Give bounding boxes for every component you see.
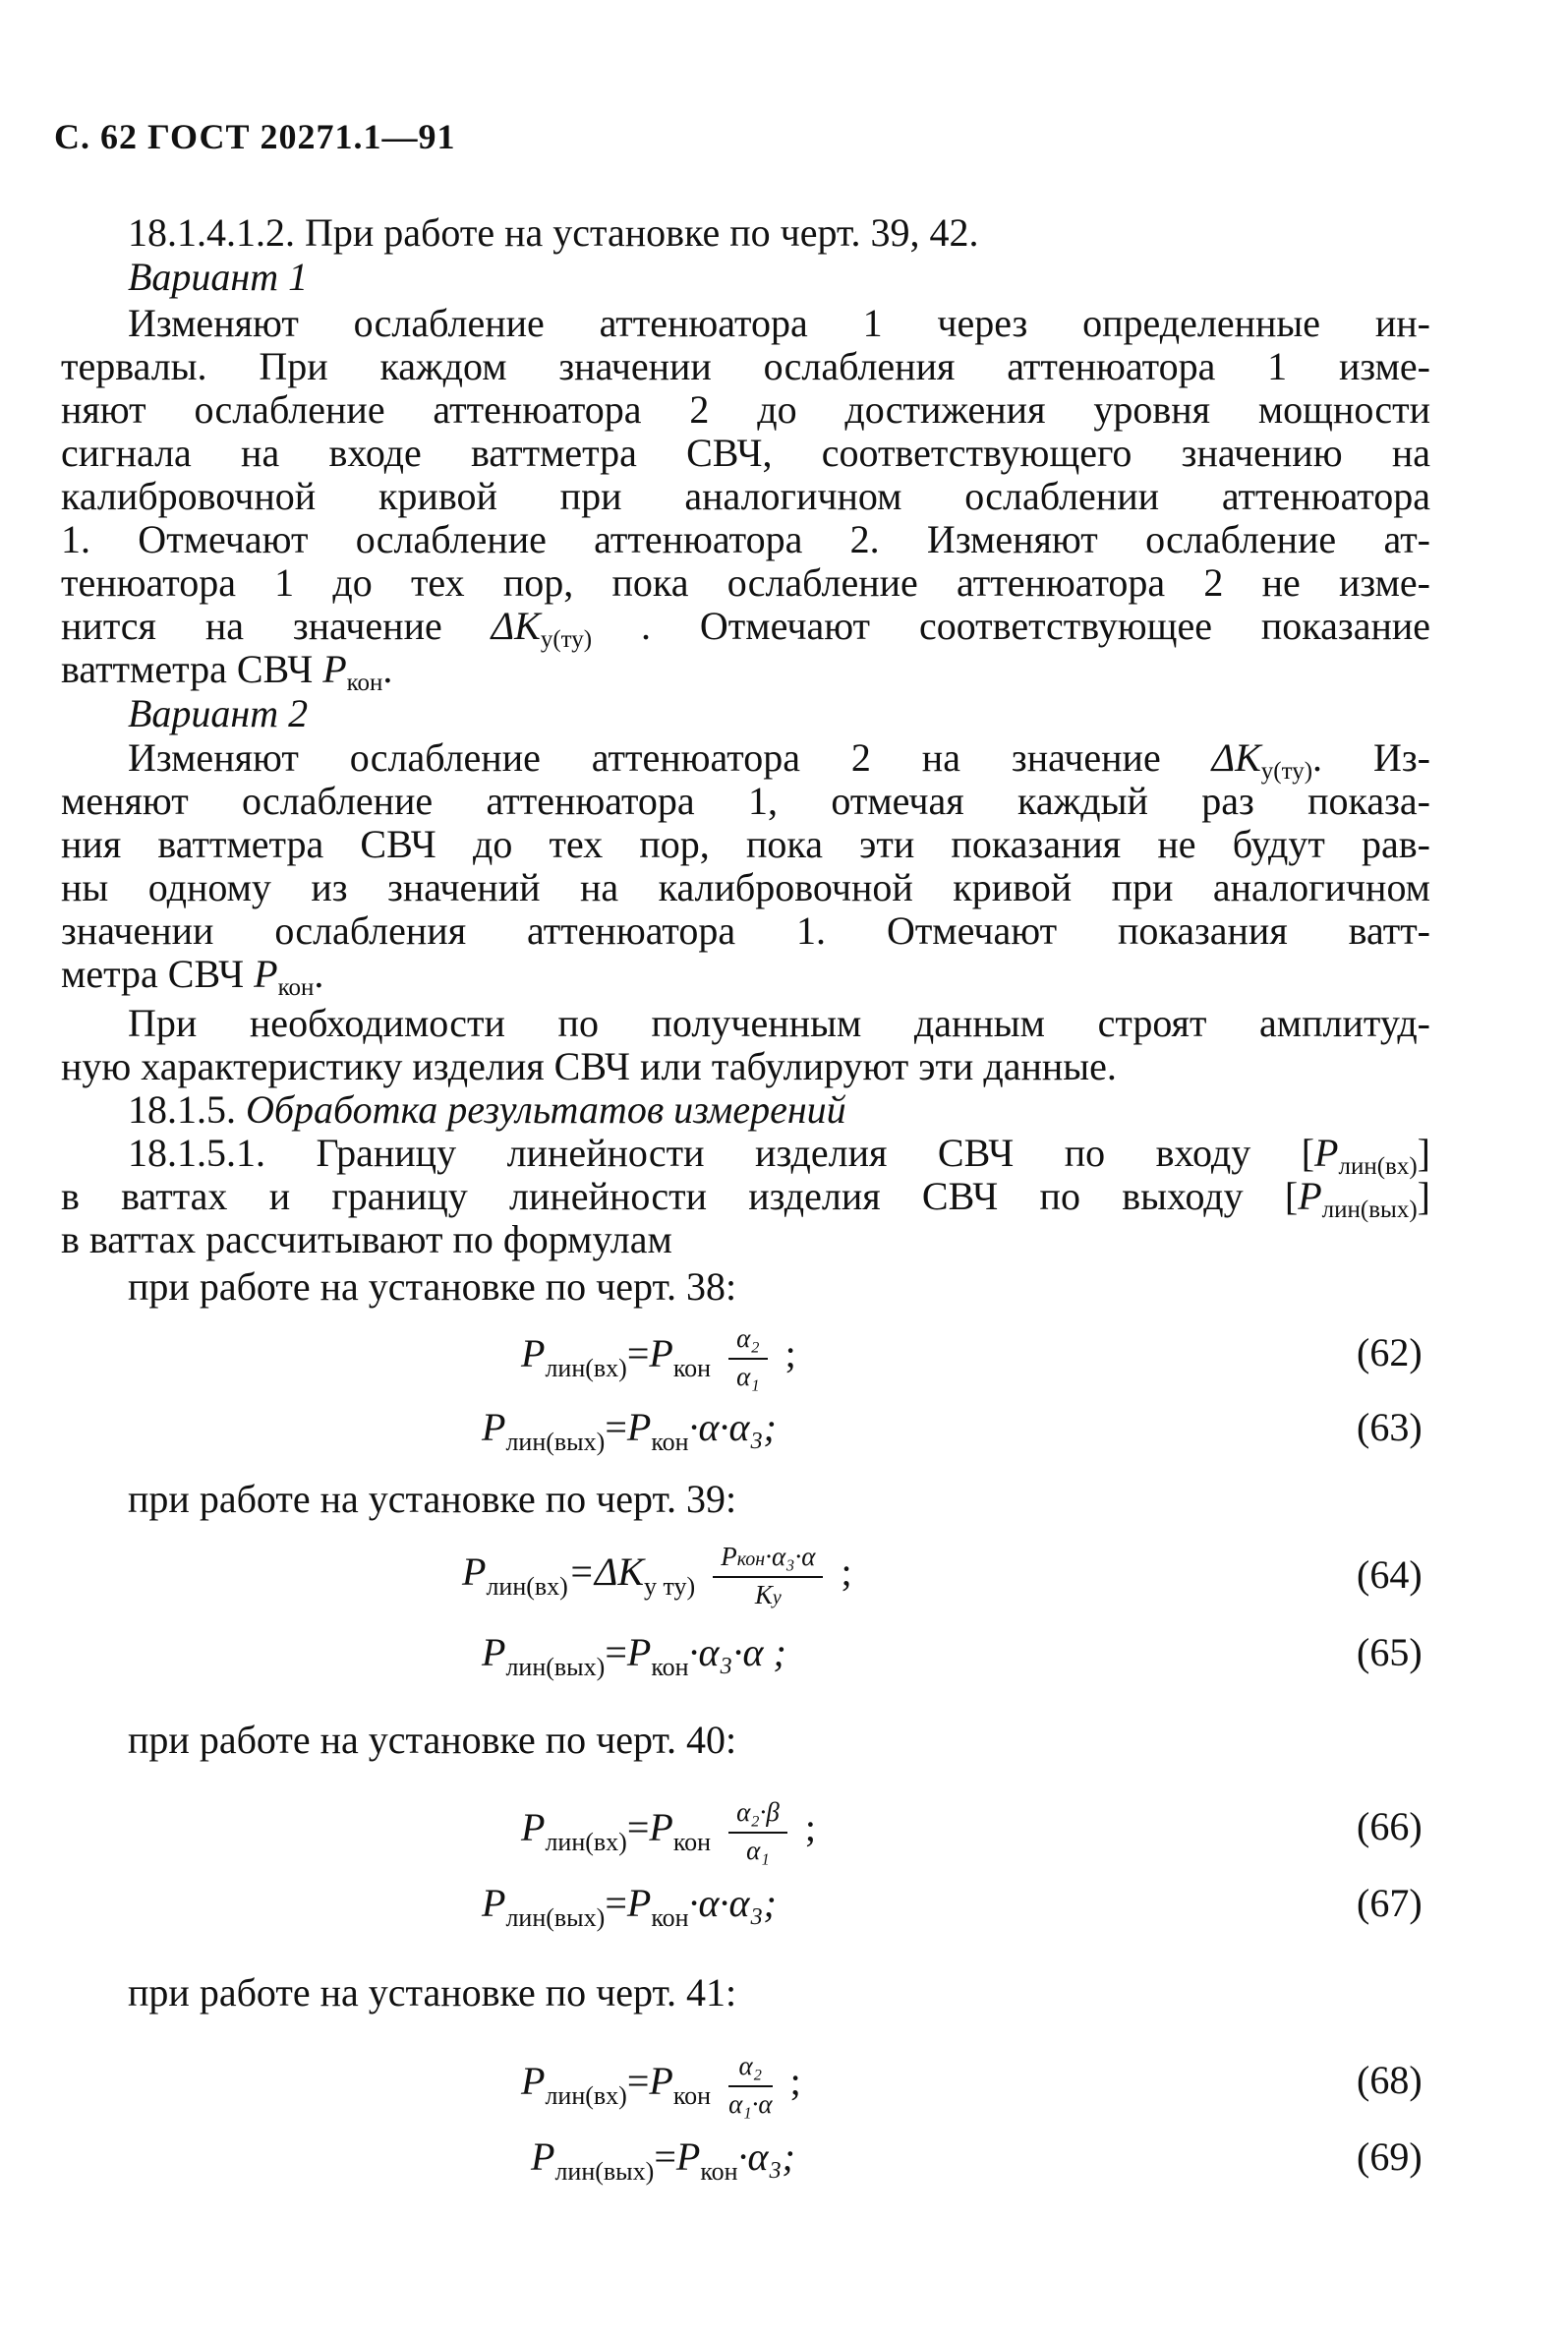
paragraph-line: 18.1.5.1. Границу линейности изделия СВЧ по входу $[P_{лин(вх)}]$ xyxy=(128,1131,1430,1180)
condition-line: при работе на установке по черт. 41: xyxy=(128,1970,737,2015)
paragraph-line: 1. Отмечают ослабление аттенюатора 2. Изменяют ослабление ат- xyxy=(61,517,1430,561)
variant-2-title: Вариант 2 xyxy=(128,691,309,735)
equation-number: (67) xyxy=(1357,1881,1423,1925)
formula-68: $P_{лин(вх)}=P_{кон}$ $\frac{\text{α₂}}{\text{α₁·α}}$ ; xyxy=(521,2051,801,2119)
equation-number: (68) xyxy=(1357,2058,1423,2102)
condition-line: при работе на установке по черт. 40: xyxy=(128,1718,737,1762)
paragraph-line: ния ваттметра СВЧ до тех пор, пока эти показания не будут рав- xyxy=(61,822,1430,866)
page-header: С. 62 ГОСТ 20271.1—91 xyxy=(54,117,456,156)
equation-number: (66) xyxy=(1357,1804,1423,1848)
paragraph-line: няют ослабление аттенюатора 2 до достижения уровня мощности xyxy=(61,387,1430,432)
paragraph-line: метра СВЧ $P_{кон}$. xyxy=(61,952,324,1001)
paragraph-line: ваттметра СВЧ $P_{кон}$. xyxy=(61,647,393,696)
paragraph-line: калибровочной кривой при аналогичном ослаблении аттенюатора xyxy=(61,474,1430,518)
paragraph-line: значении ослабления аттенюатора 1. Отмечают показания ватт- xyxy=(61,908,1430,953)
paragraph-line: ны одному из значений на калибровочной кривой при аналогичном xyxy=(61,865,1430,909)
paragraph-line: меняют ослабление аттенюатора 1, отмечая каждый раз показа- xyxy=(61,779,1430,823)
paragraph-line: Изменяют ослабление аттенюатора 2 на значение $\Delta K_{у(ту)}$. Из- xyxy=(128,735,1430,785)
paragraph-line: в ваттах и границу линейности изделия СВЧ по выходу $[P_{лин(вых)}]$ xyxy=(61,1174,1430,1223)
equation-number: (63) xyxy=(1357,1405,1423,1449)
condition-line: при работе на установке по черт. 39: xyxy=(128,1477,737,1521)
paragraph-line: тервалы. При каждом значении ослабления аттенюатора 1 изме- xyxy=(61,344,1430,388)
formula-62: $P_{лин(вх)}=P_{кон}$ $\frac{\text{α₂}}{\text{α₁}}$ ; xyxy=(521,1323,796,1391)
paragraph-line: ную характеристику изделия СВЧ или табулируют эти данные. xyxy=(61,1044,1117,1088)
equation-number: (69) xyxy=(1357,2134,1423,2179)
paragraph-line: При необходимости по полученным данным строят амплитуд- xyxy=(128,1001,1430,1045)
formula-67: $P_{лин(вых)}=P_{кон}\cdot\alpha\cdot\alpha_3$; xyxy=(482,1881,777,1932)
equation-number: (62) xyxy=(1357,1330,1423,1374)
condition-line: при работе на установке по черт. 38: xyxy=(128,1264,737,1309)
paragraph-line: Изменяют ослабление аттенюатора 1 через определенные ин- xyxy=(128,301,1430,345)
equation-number: (64) xyxy=(1357,1552,1423,1597)
equation-number: (65) xyxy=(1357,1630,1423,1674)
paragraph-line: в ваттах рассчитывают по формулам xyxy=(61,1217,672,1261)
formula-66: $P_{лин(вх)}=P_{кон}$ $\frac{\text{α₂·β}}{\text{α₁}}$ ; xyxy=(521,1797,816,1865)
paragraph-line: 18.1.4.1.2. При работе на установке по черт. 39, 42. xyxy=(128,210,979,255)
formula-65: $P_{лин(вых)}=P_{кон}\cdot\alpha_3\cdot\alpha$ ; xyxy=(482,1630,786,1681)
variant-1-title: Вариант 1 xyxy=(128,255,309,299)
paragraph-line: сигнала на входе ваттметра СВЧ, соответствующего значению на xyxy=(61,431,1430,475)
paragraph-line: тенюатора 1 до тех пор, пока ослабление аттенюатора 2 не изме- xyxy=(61,560,1430,605)
formula-69: $P_{лин(вых)}=P_{кон}\cdot\alpha_3$; xyxy=(531,2134,795,2186)
paragraph-line: нится на значение $\Delta K_{у(ту)}$ . Отмечают соответствующее показание xyxy=(61,604,1431,653)
formula-63: $P_{лин(вых)}=P_{кон}\cdot\alpha\cdot\alpha_3$; xyxy=(482,1405,777,1456)
section-title: 18.1.5. Обработка результатов измерений xyxy=(128,1087,846,1132)
formula-64: $P_{лин(вх)}=\Delta K_{у ту)}$ $\frac{\text{Pкон·α₃·α}}{Kу}$ ; xyxy=(462,1542,852,1609)
